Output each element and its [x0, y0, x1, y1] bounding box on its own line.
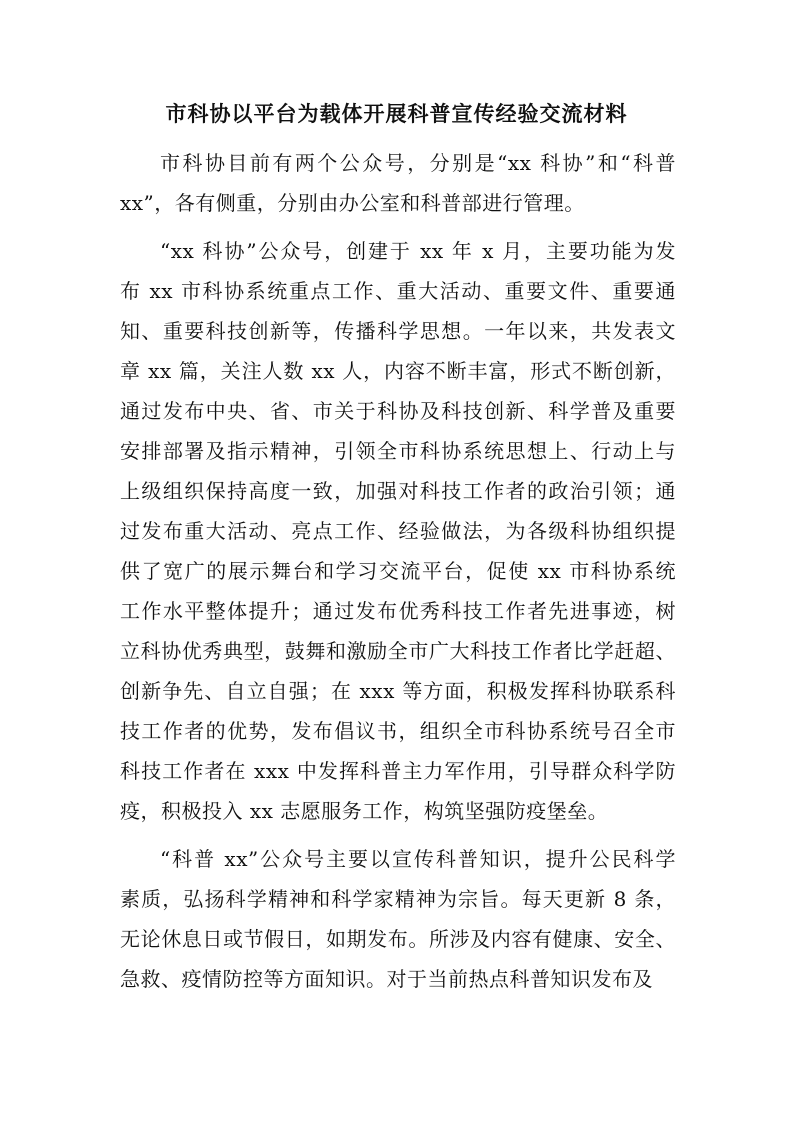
- text-line: 科技工作者在 xxx 中发挥科普主力军作用，引导群众科学防: [120, 759, 676, 783]
- paragraph-spacer: [120, 223, 676, 231]
- text-line: 工作水平整体提升；通过发布优秀科技工作者先进事迹，树: [120, 599, 676, 623]
- text-line: 技工作者的优势，发布倡议书，组织全市科协系统号召全市: [120, 719, 676, 743]
- paragraph-3: [120, 839, 676, 999]
- text-line: “科普 xx”公众号主要以宣传科普知识，提升公民科学: [160, 847, 676, 871]
- paragraph-1: [120, 143, 676, 223]
- document-body: [120, 143, 676, 999]
- paragraph-spacer: [120, 831, 676, 839]
- text-line: 布 xx 市科协系统重点工作、重大活动、重要文件、重要通: [120, 279, 676, 303]
- text-line: xx”，各有侧重，分别由办公室和科普部进行管理。: [120, 191, 585, 215]
- paragraph-2: [120, 231, 676, 831]
- text-line: 创新争先、自立自强；在 xxx 等方面，积极发挥科协联系科: [120, 679, 676, 703]
- text-line: 通过发布中央、省、市关于科协及科技创新、科学普及重要: [120, 399, 676, 423]
- text-line: 章 xx 篇，关注人数 xx 人，内容不断丰富，形式不断创新，: [120, 359, 676, 383]
- text-line: 急救、疫情防控等方面知识。对于当前热点科普知识发布及: [120, 967, 653, 991]
- text-line: 过发布重大活动、亮点工作、经验做法，为各级科协组织提: [120, 519, 676, 543]
- text-line: 市科协目前有两个公众号，分别是“xx 科协”和“科普: [160, 151, 676, 175]
- text-line: 供了宽广的展示舞台和学习交流平台，促使 xx 市科协系统: [120, 559, 676, 583]
- text-line: 上级组织保持高度一致，加强对科技工作者的政治引领；通: [120, 479, 676, 503]
- text-line: 安排部署及指示精神，引领全市科协系统思想上、行动上与: [120, 439, 676, 463]
- text-line: 疫，积极投入 xx 志愿服务工作，构筑坚强防疫堡垒。: [120, 799, 609, 823]
- text-line: 知、重要科技创新等，传播科学思想。一年以来，共发表文: [120, 319, 676, 343]
- text-line: 立科协优秀典型，鼓舞和激励全市广大科技工作者比学赶超、: [120, 639, 676, 663]
- text-line: “xx 科协”公众号，创建于 xx 年 x 月，主要功能为发: [160, 239, 676, 263]
- document-title: 市科协以平台为载体开展科普宣传经验交流材料: [165, 101, 628, 126]
- text-line: 素质，弘扬科学精神和科学家精神为宗旨。每天更新 8 条，: [120, 887, 676, 911]
- text-line: 无论休息日或节假日，如期发布。所涉及内容有健康、安全、: [120, 927, 676, 951]
